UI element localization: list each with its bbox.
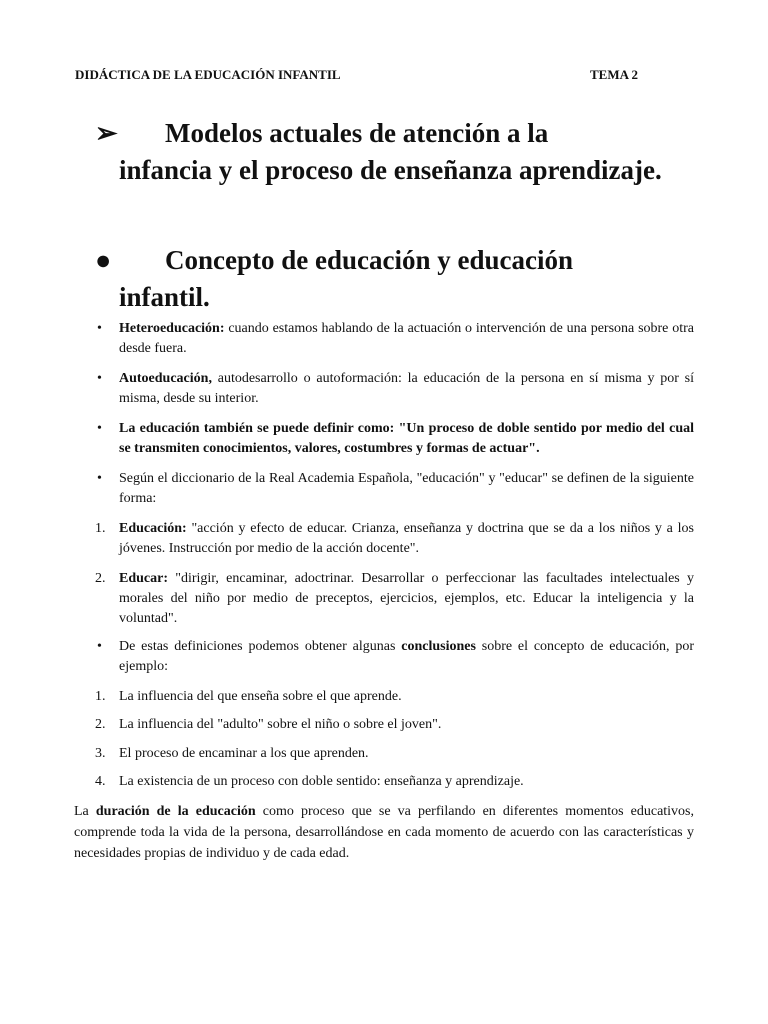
closing-paragraph xyxy=(74,801,694,864)
term: Heteroeducación: xyxy=(119,321,225,336)
header-course-title: DIDÁCTICA DE LA EDUCACIÓN INFANTIL xyxy=(75,67,341,82)
arrow-bullet-icon: ➢ xyxy=(95,118,118,148)
item-text: El proceso de encaminar a los que aprenden. xyxy=(119,746,369,761)
item-number: 3. xyxy=(95,746,106,761)
text-before: De estas definiciones podemos obtener algunas xyxy=(119,639,402,654)
numbered-item-educacion xyxy=(95,519,694,559)
numbered-item-conclusion-1 xyxy=(95,687,694,707)
list-item-autoeducacion xyxy=(97,369,694,409)
item-text: La influencia del que enseña sobre el que aprende. xyxy=(119,689,402,704)
term: Educar: xyxy=(119,571,168,586)
heading-text-rest: infancia y el proceso de enseñanza aprendizaje. xyxy=(119,155,662,185)
term: Educación: xyxy=(119,521,187,536)
item-number: 1. xyxy=(95,521,106,536)
definition: cuando estamos hablando de la actuación o intervención de una persona sobre otra desde fuera. xyxy=(119,321,694,356)
heading-text-first: Concepto de educación y educación xyxy=(165,245,573,275)
page-header xyxy=(75,67,650,83)
heading-text-first: Modelos actuales de atención a la xyxy=(165,118,549,148)
text-after: como proceso que se va perfilando en diferentes momentos educativos, comprende toda la vida de la persona, desarrollándose en cada momento de acuerdo con las características y necesidades propias de individuo y de cada edad. xyxy=(74,804,695,861)
section-heading-concept xyxy=(95,242,679,316)
item-number: 2. xyxy=(95,571,106,586)
item-number: 2. xyxy=(95,717,106,732)
numbered-item-conclusion-2 xyxy=(95,715,694,735)
heading-text-rest: infantil. xyxy=(119,282,210,312)
item-text: Según el diccionario de la Real Academia Española, "educación" y "educar" se definen de la siguiente forma: xyxy=(119,471,694,506)
numbered-item-educar xyxy=(95,569,694,629)
section-heading-models xyxy=(95,115,679,189)
numbered-item-conclusion-4 xyxy=(95,772,694,792)
list-item-heteroeducacion xyxy=(97,319,694,359)
definition: "dirigir, encaminar, adoctrinar. Desarrollar o perfeccionar las facultades intelectuales y morales del niño por medio de preceptos, ejercicios, ejemplos, etc. Educar la inteligencia y la voluntad". xyxy=(119,571,694,626)
bullet-icon: • xyxy=(97,371,102,386)
bullet-icon: • xyxy=(97,639,102,654)
term: conclusiones xyxy=(401,639,476,654)
item-number: 1. xyxy=(95,689,106,704)
definition: autodesarrollo o autoformación: la educación de la persona en sí misma y por sí misma, desde su interior. xyxy=(119,371,694,406)
bullet-icon: • xyxy=(97,471,102,486)
list-item-definicion xyxy=(97,419,694,459)
list-item-conclusiones xyxy=(97,637,694,677)
item-text: La influencia del "adulto" sobre el niño o sobre el joven". xyxy=(119,717,442,732)
text-before: La xyxy=(74,804,96,819)
numbered-item-conclusion-3 xyxy=(95,744,694,764)
bullet-icon: • xyxy=(97,421,102,436)
definition-bold: La educación también se puede definir como: "Un proceso de doble sentido por medio del cual se transmiten conocimientos, valores, costumbres y formas de actuar". xyxy=(119,421,694,456)
bullet-icon: • xyxy=(97,321,102,336)
item-text: La existencia de un proceso con doble sentido: enseñanza y aprendizaje. xyxy=(119,774,524,789)
header-topic-number: TEMA 2 xyxy=(590,67,639,82)
circle-bullet-icon: ● xyxy=(95,245,112,275)
definition: "acción y efecto de educar. Crianza, enseñanza y doctrina que se da a los niños y a los jóvenes. Instrucción por medio de la acción docente". xyxy=(119,521,694,556)
item-number: 4. xyxy=(95,774,106,789)
term: Autoeducación, xyxy=(119,371,212,386)
text-after: sobre el concepto de educación, por ejemplo: xyxy=(119,639,694,674)
term: duración de la educación xyxy=(95,804,256,819)
list-item-rae xyxy=(97,469,694,509)
